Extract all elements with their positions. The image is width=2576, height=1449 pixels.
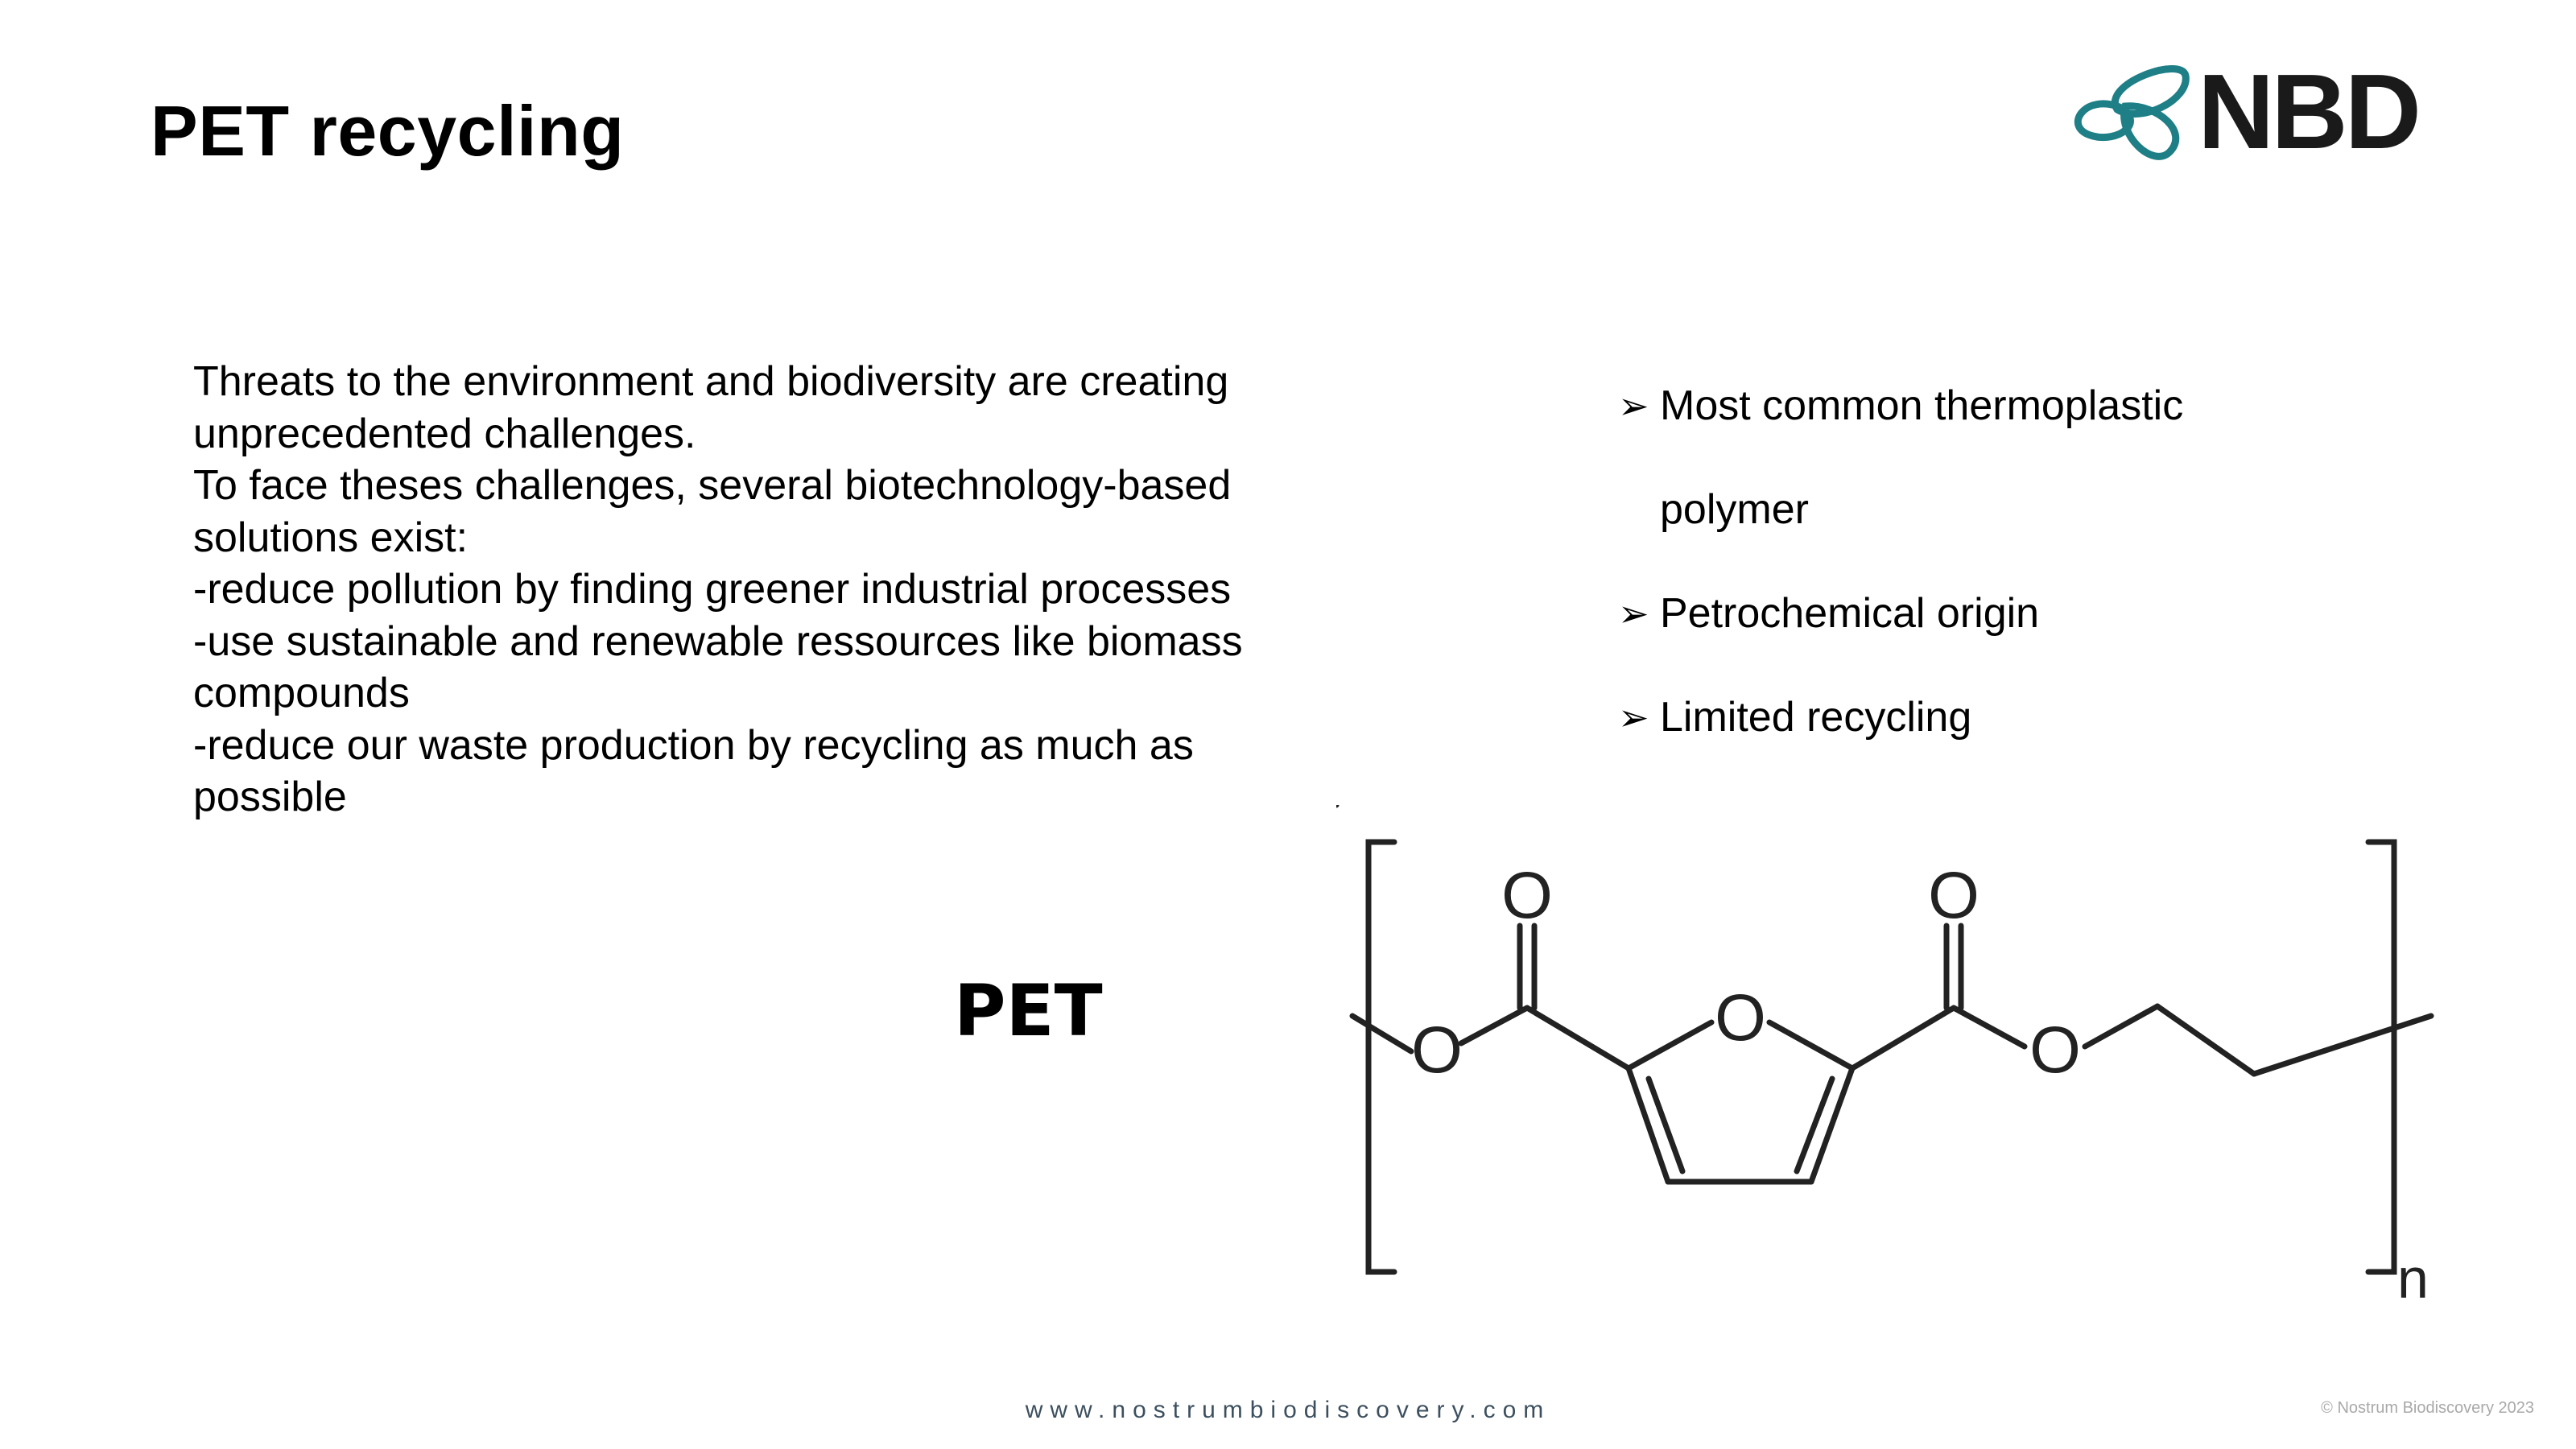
- bond: [1797, 1079, 1832, 1171]
- intro-line: -reduce pollution by finding greener industrial processes: [193, 566, 1232, 613]
- intro-line: -reduce our waste production by recycling as much as: [193, 721, 1194, 769]
- bond: [2085, 1006, 2157, 1046]
- intro-paragraph: [193, 356, 1352, 824]
- intro-line: Threats to the environment and biodiversity are creating: [193, 358, 1229, 405]
- bond: [1649, 1079, 1682, 1171]
- intro-line: To face theses challenges, several biotechnology-based: [193, 462, 1232, 509]
- atom-label: O: [2029, 1013, 2081, 1087]
- arrow-bullet-icon: ➢: [1618, 696, 1649, 739]
- footer-website-link[interactable]: www.nostrumbiodiscovery.com: [1025, 1397, 1551, 1423]
- intro-line: unprecedented challenges.: [193, 410, 696, 457]
- bullet-line: Most common thermoplastic: [1660, 382, 2184, 429]
- atom-label: O: [1501, 859, 1553, 932]
- intro-line: solutions exist:: [193, 514, 469, 561]
- intro-line: compounds: [193, 670, 410, 716]
- bond: [1461, 1008, 1527, 1043]
- bullet-item: [1618, 691, 2504, 744]
- bullet-line: Petrochemical origin: [1660, 590, 2040, 637]
- trefoil-leaf-icon: [2078, 68, 2186, 156]
- company-logo: [2069, 60, 2520, 164]
- bond: [2254, 1016, 2431, 1074]
- molecule-label: PET: [954, 969, 1103, 1052]
- intro-line: possible: [193, 774, 347, 820]
- bullet-item: [1618, 380, 2504, 536]
- slide-title: PET recycling: [151, 91, 625, 171]
- intro-line: -use sustainable and renewable ressources like biomass: [193, 617, 1243, 665]
- bond: [2157, 1006, 2254, 1074]
- bond: [1852, 1008, 1954, 1068]
- bond: [1769, 1022, 1852, 1068]
- left-bracket: [1368, 842, 1394, 1272]
- right-bracket: [2368, 842, 2394, 1272]
- arrow-bullet-icon: ➢: [1618, 592, 1649, 635]
- atom-label: O: [1715, 981, 1766, 1055]
- arrow-bullet-icon: ➢: [1618, 384, 1649, 427]
- bullet-item: [1618, 588, 2504, 640]
- repeat-subscript: n: [2397, 1247, 2429, 1310]
- atom-label: O: [1411, 1013, 1463, 1087]
- bond: [1954, 1008, 2025, 1046]
- atom-label: O: [1928, 859, 1979, 932]
- bond: [1629, 1022, 1711, 1068]
- bond: [1527, 1008, 1629, 1068]
- bullet-line: polymer: [1660, 486, 1809, 533]
- bond: [1352, 1016, 1411, 1051]
- pet-facts-list: [1618, 380, 2504, 795]
- pet-structure-diagram: [1336, 805, 2463, 1320]
- logo-wordmark: NBD: [2198, 60, 2418, 164]
- bullet-line: Limited recycling: [1660, 694, 1972, 741]
- footer-copyright: © Nostrum Biodiscovery 2023: [2321, 1399, 2534, 1417]
